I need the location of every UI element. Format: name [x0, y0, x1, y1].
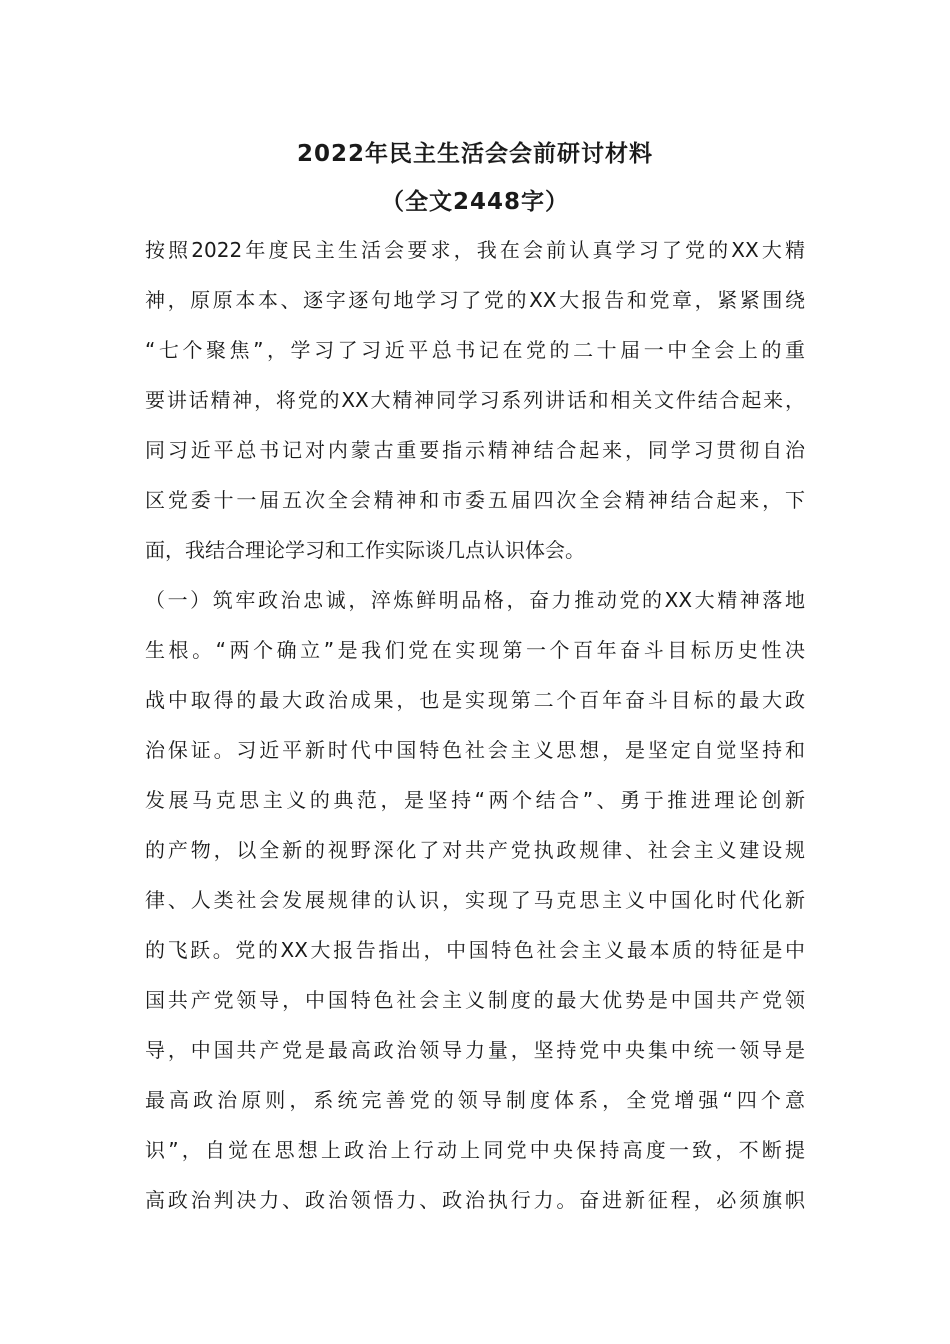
body-text-line: 面，我结合理论学习和工作实际谈几点认识体会。 — [145, 538, 585, 562]
body-text-line: 发展马克思主义的典范，是坚持“两个结合”、勇于推进理论创新 — [145, 788, 805, 812]
body-text-line: 最高政治原则，系统完善党的领导制度体系，全党增强“四个意 — [145, 1088, 805, 1112]
body-text-line: 按照2022年度民主生活会要求，我在会前认真学习了党的XX大精 — [145, 238, 805, 262]
body-text-line: 要讲话精神，将党的XX大精神同学习系列讲话和相关文件结合起来， — [145, 388, 805, 412]
body-text-line: 导，中国共产党是最高政治领导力量，坚持党中央集中统一领导是 — [145, 1038, 805, 1062]
document-subtitle: （全文2448字） — [380, 189, 569, 215]
body-text-line: “七个聚焦”，学习了习近平总书记在党的二十届一中全会上的重 — [145, 338, 805, 362]
body-text-line: 神，原原本本、逐字逐句地学习了党的XX大报告和党章，紧紧围绕 — [145, 288, 805, 312]
section-heading-line: （一）筑牢政治忠诚，淬炼鲜明品格，奋力推动党的XX大精神落地 — [145, 588, 805, 612]
body-text-line: 生根。“两个确立”是我们党在实现第一个百年奋斗目标历史性决 — [145, 638, 805, 662]
body-text-line: 的产物，以全新的视野深化了对共产党执政规律、社会主义建设规 — [145, 838, 805, 862]
body-text-line: 治保证。习近平新时代中国特色社会主义思想，是坚定自觉坚持和 — [145, 738, 805, 762]
document-title: 2022年民主生活会会前研讨材料 — [296, 141, 653, 167]
body-text-line: 同习近平总书记对内蒙古重要指示精神结合起来，同学习贯彻自治 — [145, 438, 805, 462]
body-text-line: 国共产党领导，中国特色社会主义制度的最大优势是中国共产党领 — [145, 988, 805, 1012]
body-text-line: 战中取得的最大政治成果，也是实现第二个百年奋斗目标的最大政 — [145, 688, 805, 712]
body-text-line: 高政治判决力、政治领悟力、政治执行力。奋进新征程，必须旗帜 — [145, 1188, 805, 1212]
body-text-line: 区党委十一届五次全会精神和市委五届四次全会精神结合起来，下 — [145, 488, 805, 512]
body-text-line: 律、人类社会发展规律的认识，实现了马克思主义中国化时代化新 — [145, 888, 805, 912]
body-text-line: 的飞跃。党的XX大报告指出，中国特色社会主义最本质的特征是中 — [145, 938, 805, 962]
body-text-line: 识”，自觉在思想上政治上行动上同党中央保持高度一致，不断提 — [145, 1138, 805, 1162]
